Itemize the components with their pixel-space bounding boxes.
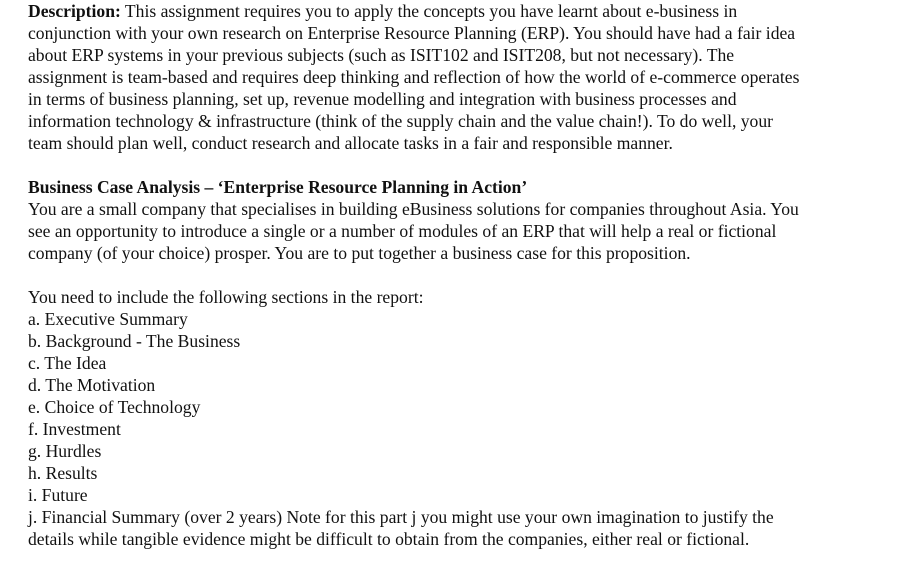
description-line-5: in terms of business planning, set up, revenue modelling and integration with business processes and [28,89,737,109]
list-item: i. Future [28,485,88,505]
description-line-7: team should plan well, conduct research and allocate tasks in a fair and responsible manner. [28,133,673,153]
list-item-continuation: details while tangible evidence might be difficult to obtain from the companies, either real or fictional. [28,529,750,549]
list-item: e. Choice of Technology [28,397,201,417]
sections-list [28,286,890,550]
description-line-1 [28,0,890,22]
description-text: This assignment requires you to apply the concepts you have learnt about e-business in [120,1,738,21]
list-item: b. Background - The Business [28,331,241,351]
paragraph-spacer [28,264,890,286]
assignment-document [28,0,890,550]
business-case-line-1: You are a small company that specialises in building eBusiness solutions for companies throughout Asia. You [28,199,799,219]
business-case-heading: Business Case Analysis – ‘Enterprise Resource Planning in Action’ [28,177,528,197]
description-line-4: assignment is team-based and requires deep thinking and reflection of how the world of e-commerce operates [28,67,800,87]
list-item: c. The Idea [28,353,107,373]
business-case-line-2: see an opportunity to introduce a single or a number of modules of an ERP that will help a real or fictional [28,221,777,241]
list-item: f. Investment [28,419,121,439]
business-case-line-3: company (of your choice) prosper. You are to put together a business case for this proposition. [28,243,691,263]
description-label: Description: [28,1,121,21]
list-item: d. The Motivation [28,375,156,395]
list-item: h. Results [28,463,98,483]
description-line-6: information technology & infrastructure (think of the supply chain and the value chain!). To do well, your [28,111,774,131]
paragraph-spacer [28,154,890,176]
description-line-3: about ERP systems in your previous subjects (such as ISIT102 and ISIT208, but not necessary). The [28,45,735,65]
description-line-2: conjunction with your own research on Enterprise Resource Planning (ERP). You should have had a fair idea [28,23,796,43]
list-item: g. Hurdles [28,441,102,461]
description-paragraph [28,0,890,154]
list-item: a. Executive Summary [28,309,188,329]
business-case-paragraph [28,176,890,264]
sections-intro: You need to include the following sections in the report: [28,287,424,307]
list-item: j. Financial Summary (over 2 years) Note for this part j you might use your own imagination to justify the [28,507,774,527]
